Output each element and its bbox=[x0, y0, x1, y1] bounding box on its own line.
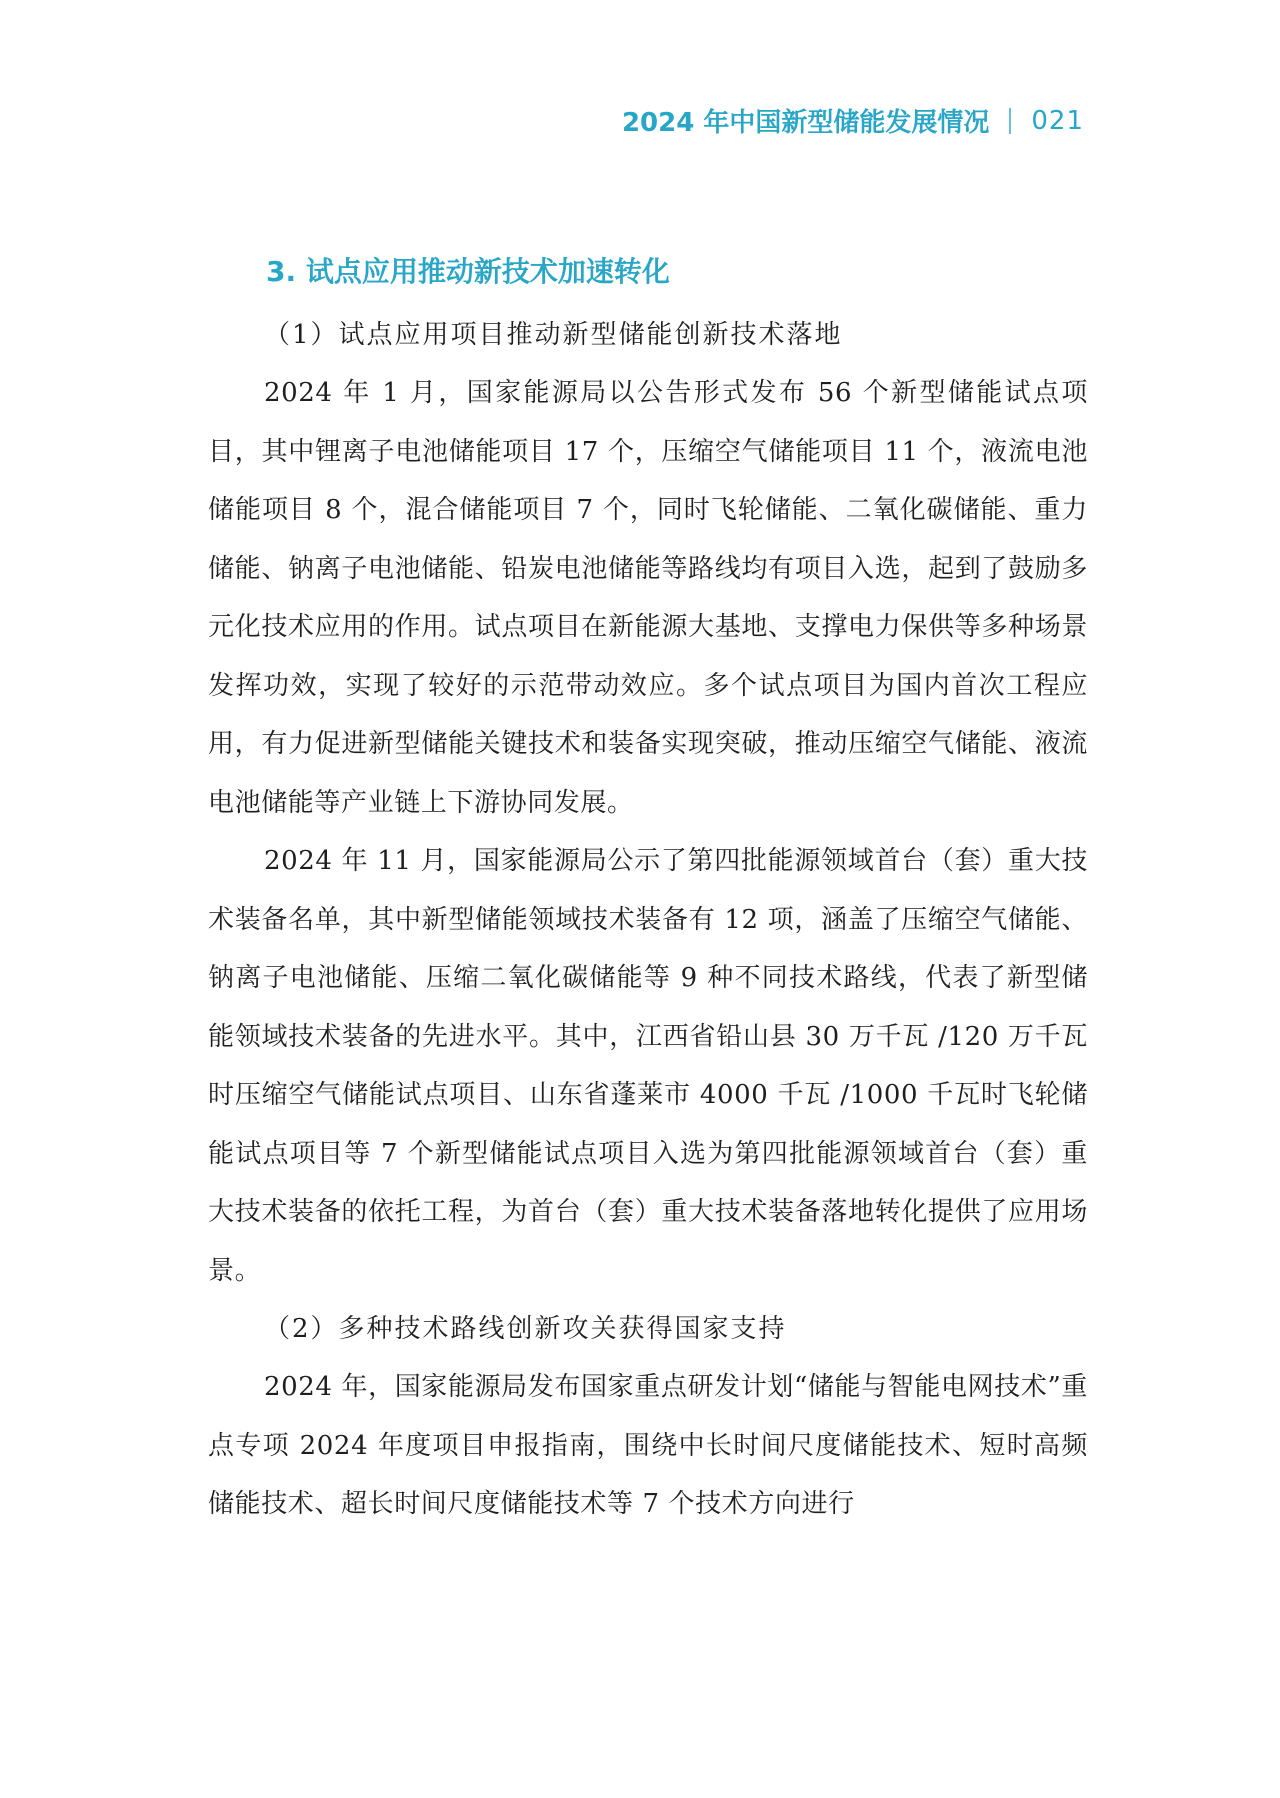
section-heading: 3. 试点应用推动新技术加速转化 bbox=[266, 255, 670, 288]
running-header bbox=[622, 102, 1084, 139]
header-title: 2024 年中国新型储能发展情况 bbox=[621, 108, 990, 138]
paragraph-1: 2024 年 1 月，国家能源局以公告形式发布 56 个新型储能试点项目，其中锂离子电池储能项目 17 个，压缩空气储能项目 11 个，液流电池储能项目 8 个，混合储能项目 7 个，同时飞轮储能、二氧化碳储能、重力储能、钠离子电池储能、铅炭电池储能等路线均有项目入选，起到了鼓励多元化技术应用的作用。试点项目在新能源大基地、支撑电力保供等多种场景发挥功效，实现了较好的示范带动效应。多个试点项目为国内首次工程应用，有力促进新型储能关键技术和装备实现突破，推动压缩空气储能、液流电池储能等产业链上下游协同发展。 bbox=[208, 378, 1088, 818]
subheading-1: （1）试点应用项目推动新型储能创新技术落地 bbox=[264, 320, 843, 350]
header-divider bbox=[1009, 108, 1011, 134]
page-number: 021 bbox=[1031, 105, 1084, 136]
subheading-2: （2）多种技术路线创新攻关获得国家支持 bbox=[264, 1314, 787, 1344]
paragraph-3: 2024 年，国家能源局发布国家重点研发计划“储能与智能电网技术”重点专项 2024 年度项目申报指南，围绕中长时间尺度储能技术、短时高频储能技术、超长时间尺度储能技术等 7 个技术方向进行 bbox=[208, 1372, 1088, 1519]
page-content bbox=[208, 252, 1088, 1534]
paragraph-2: 2024 年 11 月，国家能源局公示了第四批能源领域首台（套）重大技术装备名单，其中新型储能领域技术装备有 12 项，涵盖了压缩空气储能、钠离子电池储能、压缩二氧化碳储能等 9 种不同技术路线，代表了新型储能领域技术装备的先进水平。其中，江西省铅山县 30 万千瓦 /120 万千瓦时压缩空气储能试点项目、山东省蓬莱市 4000 千瓦 /1000 千瓦时飞轮储能试点项目等 7 个新型储能试点项目入选为第四批能源领域首台（套）重大技术装备的依托工程，为首台（套）重大技术装备落地转化提供了应用场景。 bbox=[208, 846, 1088, 1286]
